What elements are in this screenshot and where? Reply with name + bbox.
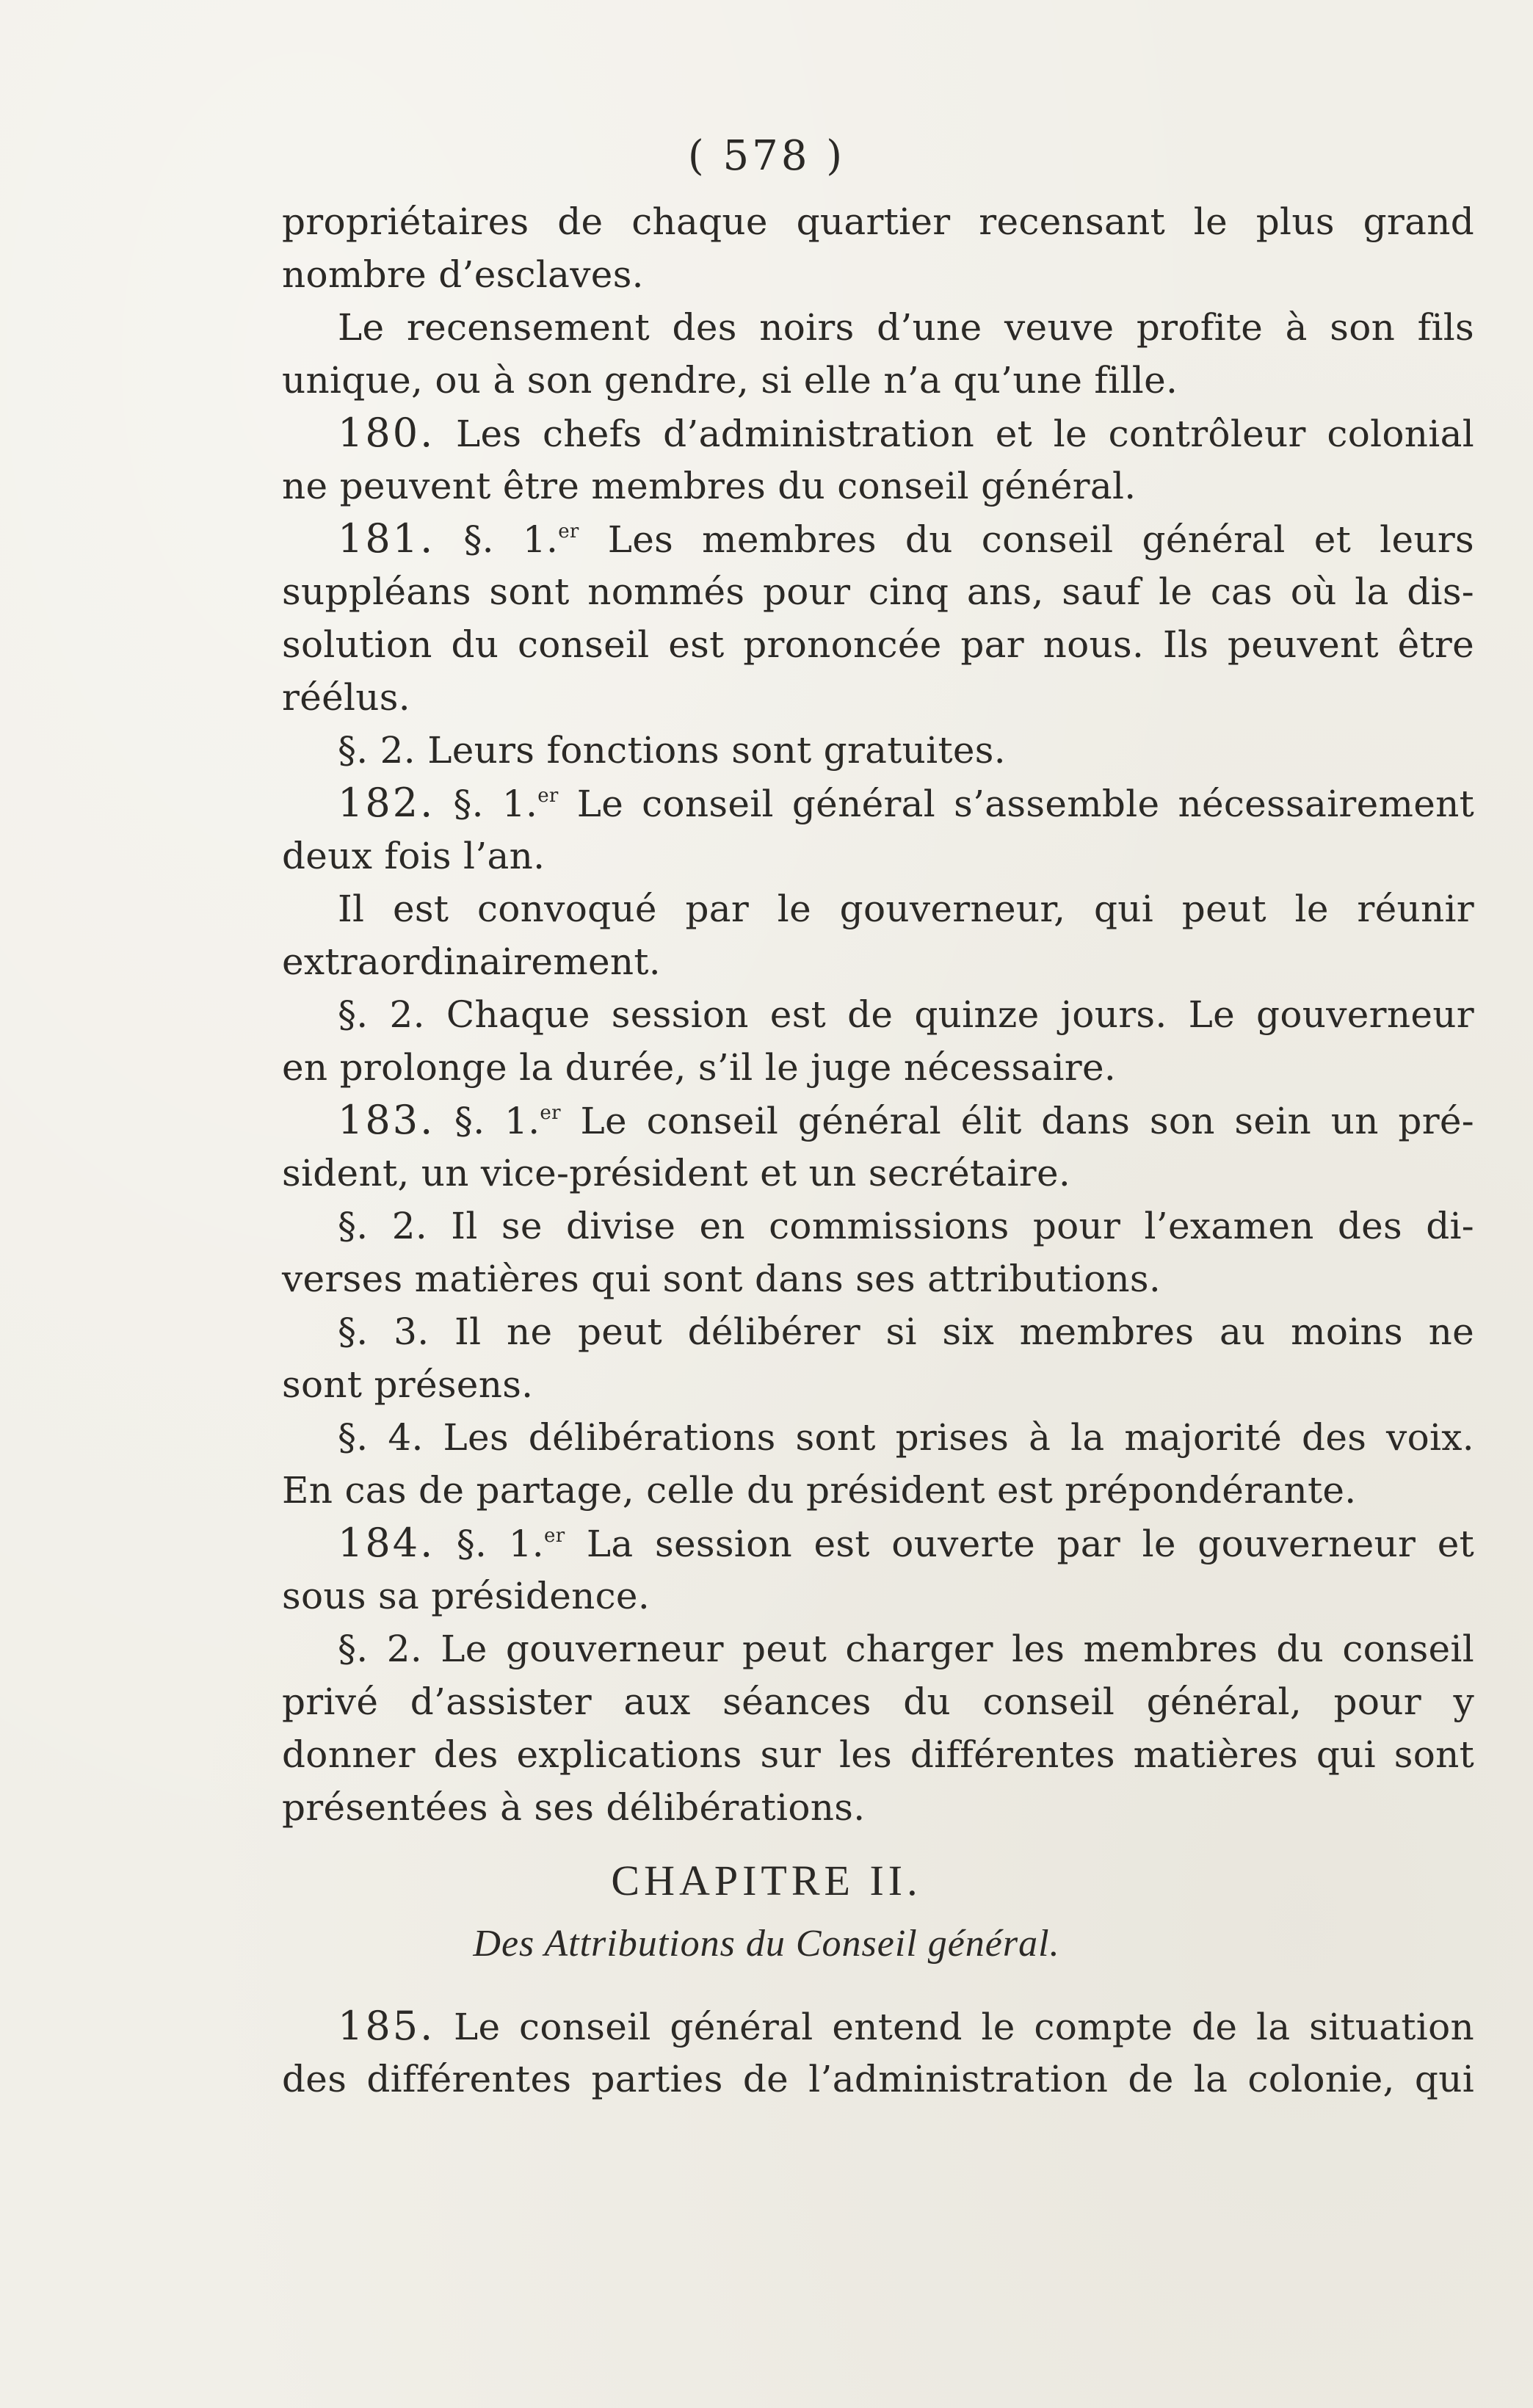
- section-line: §. 2. Il se divise en commissions pour l’examen des di-: [338, 1205, 1475, 1247]
- chapter-subtitle: Des Attributions du Conseil général.: [473, 1923, 1060, 1965]
- section-mark: §. 2.: [338, 729, 416, 772]
- section-mark: §. 2.: [338, 1205, 428, 1247]
- section-mark: §. 2.: [338, 1628, 423, 1670]
- article-line: 182. §. 1.$^{er}$ Le conseil général s’assemble nécessairement: [338, 780, 1474, 826]
- text-line: deux fois l’an.: [282, 835, 546, 877]
- article-number: 181.: [338, 515, 435, 562]
- text-line: sous sa présidence.: [282, 1575, 650, 1617]
- text-line: extraordinairement.: [282, 940, 661, 983]
- text-line: nombre d’esclaves.: [282, 253, 644, 296]
- section-line: §. 3. Il ne peut délibérer si six membres au moins ne: [338, 1310, 1474, 1353]
- text-line: présentées à ses délibérations.: [282, 1786, 866, 1829]
- text-line: verses matières qui sont dans ses attributions.: [282, 1258, 1161, 1300]
- section-mark: §. 1.$^{er}$: [454, 1100, 561, 1142]
- section-mark: §. 1.$^{er}$: [453, 783, 559, 825]
- section-mark: §. 1.$^{er}$: [463, 518, 579, 561]
- article-line: 180. Les chefs d’administration et le contrôleur colonial: [338, 410, 1474, 456]
- text-line: solution du conseil est prononcée par nous. Ils peuvent être: [282, 623, 1474, 666]
- section-line: §. 4. Les délibérations sont prises à la majorité des voix.: [338, 1416, 1474, 1459]
- text-line: donner des explications sur les différentes matières qui sont: [282, 1733, 1474, 1776]
- body-text: [282, 195, 1474, 1834]
- section-line: §. 2. Chaque session est de quinze jours. Le gouverneur: [338, 993, 1474, 1036]
- article-line: 181. §. 1.$^{er}$ Les membres du conseil général et leurs: [338, 515, 1475, 562]
- section-mark: §. 3.: [338, 1310, 430, 1353]
- text-line: sont présens.: [282, 1363, 534, 1406]
- article-line: 183. §. 1.$^{er}$ Le conseil général élit dans son sein un pré-: [338, 1097, 1474, 1143]
- section-mark: §. 2.: [338, 993, 425, 1036]
- article-number: 185.: [338, 2003, 435, 2049]
- text-line: réélus.: [282, 676, 410, 719]
- text-line: unique, ou à son gendre, si elle n’a qu’une fille.: [282, 359, 1178, 402]
- section-line: §. 2. Leurs fonctions sont gratuites.: [338, 729, 1006, 772]
- text-line: des différentes parties de l’administration de la colonie, qui: [282, 2058, 1474, 2100]
- text-line: en prolonge la durée, s’il le juge nécessaire.: [282, 1046, 1117, 1089]
- article-number: 182.: [338, 780, 435, 826]
- chapter-body-text: [282, 2000, 1474, 2106]
- chapter-title: CHAPITRE II.: [611, 1857, 922, 1904]
- text-line: sident, un vice-président et un secrétaire.: [282, 1152, 1071, 1194]
- article-line: 185. Le conseil général entend le compte de la situation: [338, 2003, 1474, 2049]
- section-mark: §. 4.: [338, 1416, 424, 1459]
- article-line: 184. §. 1.$^{er}$ La session est ouverte par le gouverneur et: [338, 1520, 1474, 1566]
- section-line: §. 2. Le gouverneur peut charger les membres du conseil: [338, 1628, 1475, 1670]
- text-line: privé d’assister aux séances du conseil général, pour y: [282, 1680, 1474, 1723]
- article-number: 183.: [338, 1097, 435, 1143]
- text-line: suppléans sont nommés pour cinq ans, sauf le cas où la dis-: [282, 570, 1474, 613]
- text-line: ne peuvent être membres du conseil général.: [282, 465, 1137, 507]
- text-line: Il est convoqué par le gouverneur, qui peut le réunir: [338, 888, 1474, 930]
- text-line: Le recensement des noirs d’une veuve profite à son fils: [338, 306, 1474, 349]
- text-line: propriétaires de chaque quartier recensant le plus grand: [282, 200, 1474, 243]
- article-number: 180.: [338, 410, 435, 456]
- section-mark: §. 1.$^{er}$: [456, 1523, 565, 1565]
- article-number: 184.: [338, 1520, 435, 1566]
- text-line: En cas de partage, celle du président est prépondérante.: [282, 1469, 1357, 1512]
- page-number: ( 578 ): [687, 132, 846, 180]
